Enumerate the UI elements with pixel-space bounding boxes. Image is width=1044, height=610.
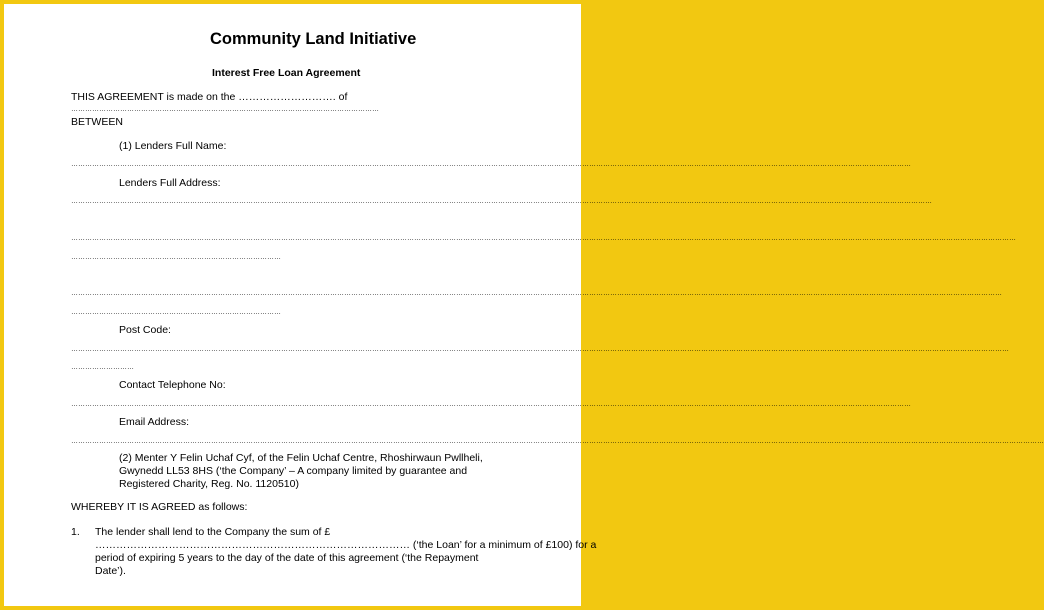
agreement-date-line: THIS AGREEMENT is made on the ………………………. of: [71, 91, 348, 103]
clause-line-1: The lender shall lend to the Company the sum of £: [95, 526, 331, 538]
phone-dots: ………………………………………………………………………………………………………………………………………………………………………………………………………………………………………………………………………………………………………………………………: [71, 401, 911, 408]
address-dots-4: …………………………………………………………………………………………………………………………………………………………………………………………………………………………………………………………………………………………………………………………………………………………………: [71, 290, 1002, 297]
phone-label: Contact Telephone No:: [119, 379, 226, 391]
postcode-dots-2: ………………………: [71, 364, 134, 371]
clause-line-2: ……………………………………………………………………………… (‘the Loan’ for a minimum of £100) for a: [95, 539, 597, 551]
postcode-label: Post Code:: [119, 324, 171, 336]
clause-line-3: period of expiring 5 years to the day of the date of this agreement (‘the Repayment: [95, 552, 479, 564]
postcode-dots-1: ……………………………………………………………………………………………………………………………………………………………………………………………………………………………………………………………………………………………………………………………………………………………………: [71, 346, 1009, 353]
agreed-heading: WHEREBY IT IS AGREED as follows:: [71, 501, 248, 513]
address-label: Lenders Full Address:: [119, 177, 221, 189]
agreement-dots: ……………………………………………………………………………………………………………………: [71, 106, 379, 113]
address-dots-5: ………………………………………………………………………………: [71, 309, 281, 316]
document-page: [4, 4, 1044, 606]
clause-line-4: Date’).: [95, 565, 126, 577]
clause-number: 1.: [71, 526, 80, 538]
address-dots-2: ………………………………………………………………………………………………………………………………………………………………………………………………………………………………………………………………………………………………………………………………………………………………………: [71, 235, 1016, 242]
company-line-2: Gwynedd LL53 8HS (‘the Company’ – A company limited by guarantee and: [119, 465, 468, 477]
company-line-1: (2) Menter Y Felin Uchaf Cyf, of the Felin Uchaf Centre, Rhoshirwaun Pwllheli,: [119, 452, 483, 464]
address-dots-1: ………………………………………………………………………………………………………………………………………………………………………………………………………………………………………………………………………………………………………………………………………: [71, 198, 932, 205]
document-title: Community Land Initiative: [210, 30, 417, 48]
lenders-name-label: (1) Lenders Full Name:: [119, 140, 227, 152]
company-line-3: Registered Charity, Reg. No. 1120510): [119, 478, 299, 490]
document-subtitle: Interest Free Loan Agreement: [212, 67, 361, 79]
between-label: BETWEEN: [71, 116, 123, 128]
address-dots-3: ………………………………………………………………………………: [71, 254, 281, 261]
email-label: Email Address:: [119, 416, 190, 428]
lenders-name-dots: ………………………………………………………………………………………………………………………………………………………………………………………………………………………………………………………………………………………………………………………………: [71, 161, 911, 168]
email-dots: …………………………………………………………………………………………………………………………………………………………………………………………………………………………………………………………………………………………………………………………………………………………………………………: [71, 438, 1044, 445]
